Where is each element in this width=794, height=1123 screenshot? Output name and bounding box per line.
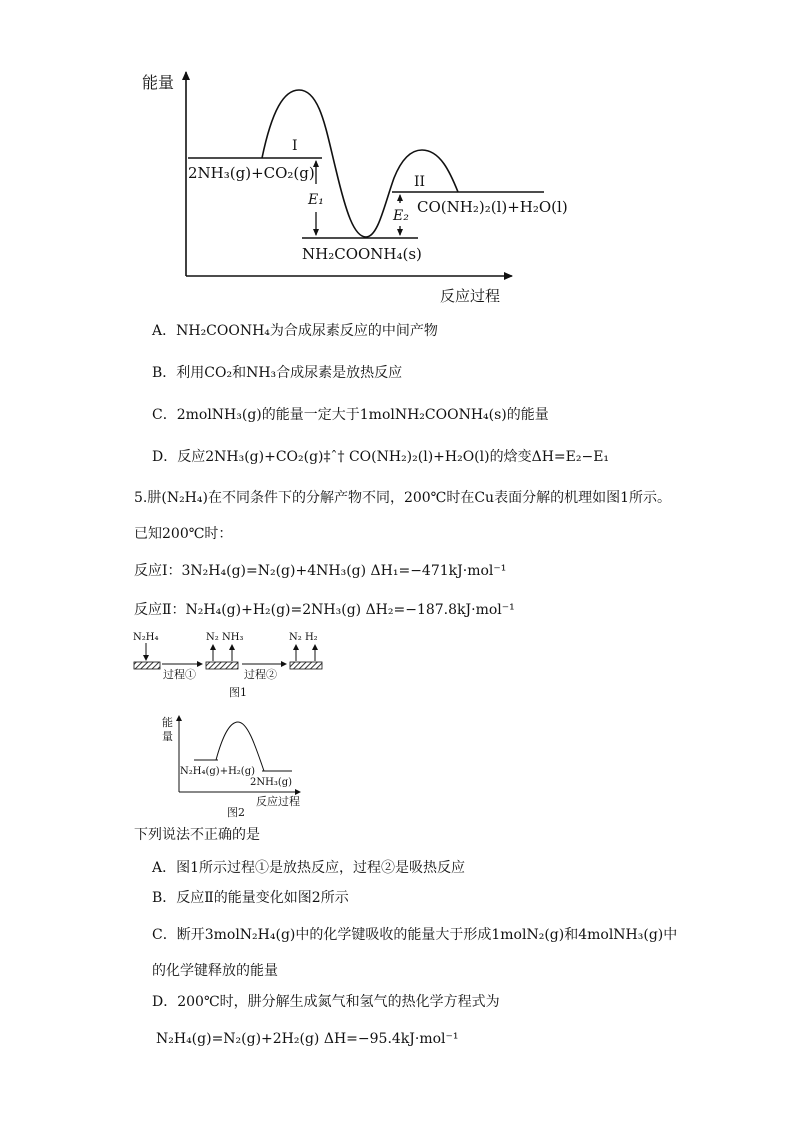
cu-surface-2 <box>206 662 238 669</box>
q5-question: 下列说法不正确的是 <box>134 827 260 843</box>
end-products-label: N₂ H₂ <box>289 632 318 643</box>
reactants-label: 2NH₃(g)+CO₂(g) <box>188 164 315 182</box>
energy-diagram <box>0 0 794 320</box>
fig2-reactants-label: N₂H₄(g)+H₂(g) <box>180 766 256 777</box>
y-axis-label: 能量 <box>142 73 175 92</box>
cu-surface-1 <box>134 662 160 669</box>
fig2-y-label-1: 能 <box>162 716 173 729</box>
step1-label: 过程① <box>163 668 196 681</box>
products-label: CO(NH₂)₂(l)+H₂O(l) <box>417 198 568 216</box>
q5-option-d-line1: D．200℃时，肼分解生成氮气和氢气的热化学方程式为 <box>152 994 500 1010</box>
intermediate-label: NH₂COONH₄(s) <box>302 245 422 263</box>
fig2-curve <box>216 722 264 771</box>
q4-option-a: A．NH₂COONH₄为合成尿素反应的中间产物 <box>152 323 438 339</box>
peak2-label: II <box>414 174 426 190</box>
q5-option-d-line2: N₂H₄(g)=N₂(g)+2H₂(g) ΔH=−95.4kJ·mol⁻¹ <box>156 1031 459 1047</box>
q5-reaction-1: 反应Ⅰ：3N₂H₄(g)=N₂(g)+4NH₃(g) ΔH₁=−471kJ·mol⁻¹ <box>134 563 507 579</box>
peak1-label: I <box>292 138 298 154</box>
mechanism-figure <box>0 628 794 708</box>
fig2-products-label: 2NH₃(g) <box>250 777 293 788</box>
q5-option-c-line2: 的化学键释放的能量 <box>152 963 278 979</box>
reaction-energy-figure <box>0 708 794 818</box>
step2-label: 过程② <box>244 668 277 681</box>
q4-option-b: B．利用CO₂和NH₃合成尿素是放热反应 <box>152 365 403 381</box>
n2h4-label: N₂H₄ <box>133 632 159 643</box>
fig1-caption: 图1 <box>229 686 247 699</box>
fig2-caption: 图2 <box>227 806 245 818</box>
fig2-x-label: 反应过程 <box>256 795 300 808</box>
q5-option-c-line1: C．断开3molN₂H₄(g)中的化学键吸收的能量大于形成1molN₂(g)和4molNH₃(g)中 <box>152 927 678 943</box>
q5-reaction-2: 反应Ⅱ：N₂H₄(g)+H₂(g)=2NH₃(g) ΔH₂=−187.8kJ·mol⁻¹ <box>134 602 515 618</box>
q5-option-b: B．反应Ⅱ的能量变化如图2所示 <box>152 890 349 906</box>
mid-products-label: N₂ NH₃ <box>206 632 244 643</box>
q5-known: 已知200℃时： <box>134 526 233 542</box>
x-axis-label: 反应过程 <box>440 287 501 305</box>
e1-label: E₁ <box>308 192 324 208</box>
q4-option-d: D．反应2NH₃(g)+CO₂(g)‡ˆ† CO(NH₂)₂(l)+H₂O(l)的焓变ΔH=E₂−E₁ <box>152 449 610 465</box>
q5-stem: 5.肼(N₂H₄)在不同条件下的分解产物不同，200℃时在Cu表面分解的机理如图1所示。 <box>134 490 671 506</box>
e2-label: E₂ <box>393 208 409 224</box>
q4-option-c: C．2molNH₃(g)的能量一定大于1molNH₂COONH₄(s)的能量 <box>152 407 549 423</box>
cu-surface-3 <box>290 662 322 669</box>
fig2-y-label-2: 量 <box>162 730 173 743</box>
q5-option-a: A．图1所示过程①是放热反应，过程②是吸热反应 <box>152 860 466 876</box>
